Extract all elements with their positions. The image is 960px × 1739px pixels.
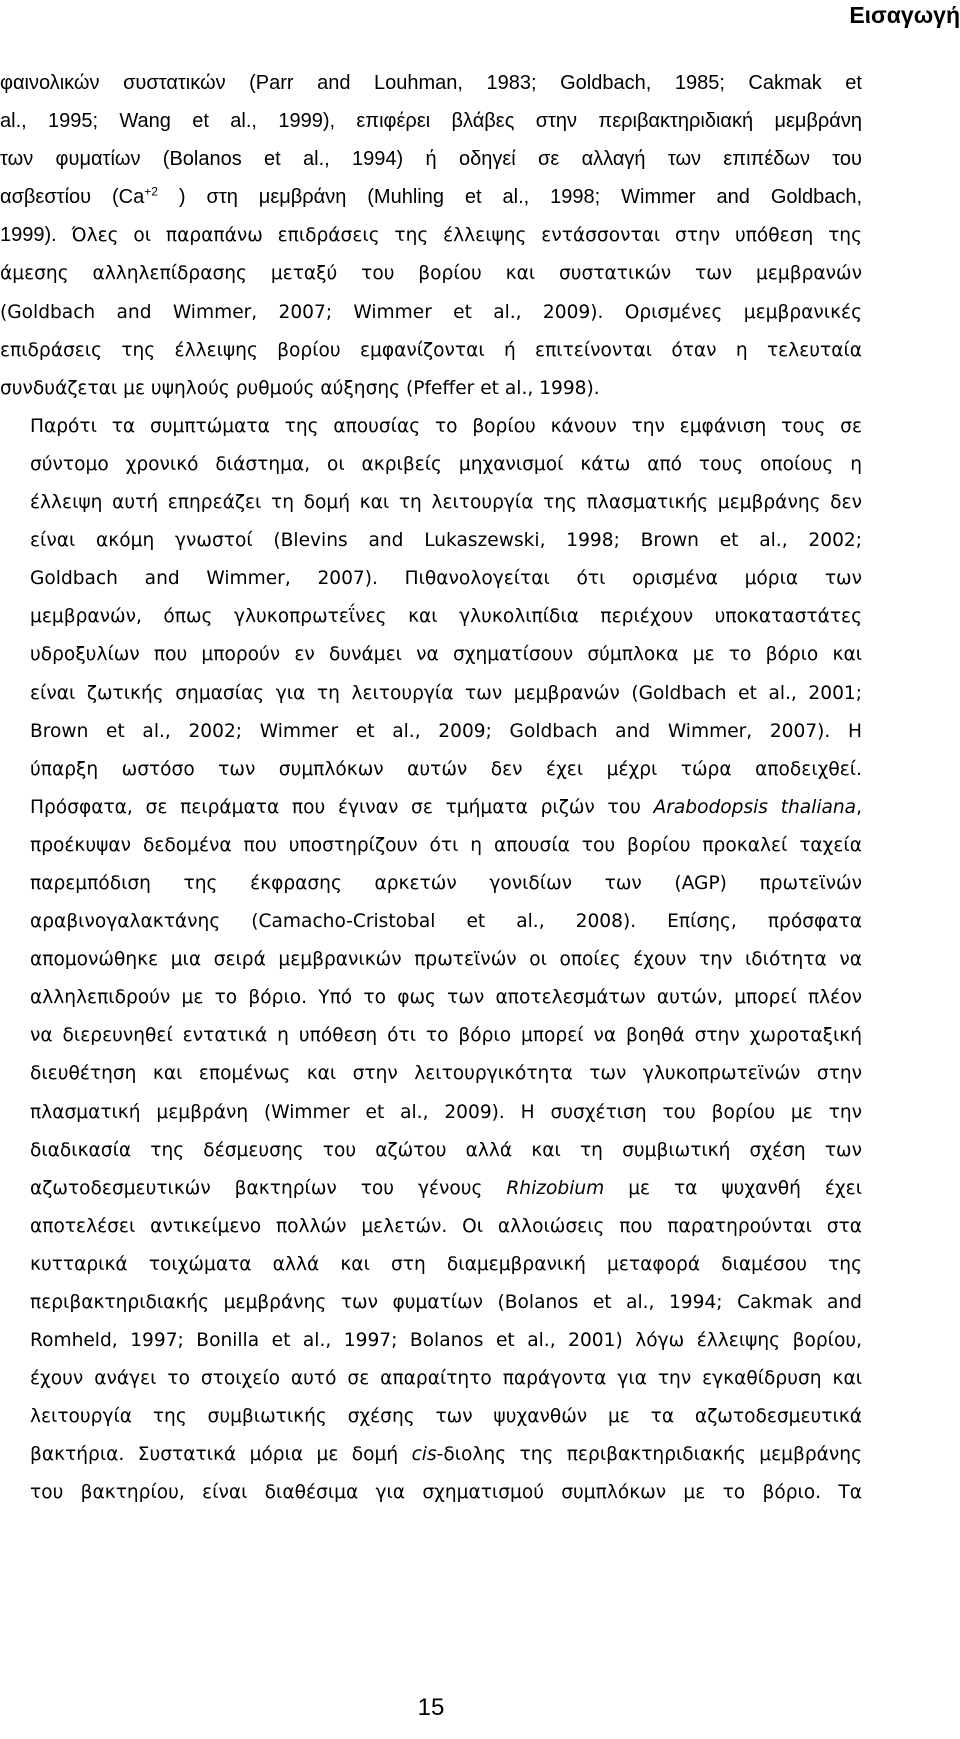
text-line: απομονώθηκε μια σειρά μεμβρανικών πρωτεϊνών οι οποίες έχουν την ιδιότητα να — [30, 949, 862, 971]
text-line: al., 1995; Wang et al., 1999), επιφέρει βλάβες στην περιβακτηριδιακή μεμβράνη — [0, 110, 862, 133]
text-line: αλληλεπιδρούν με το βόριο. Υπό το φως των αποτελεσμάτων αυτών, μπορεί πλέον — [30, 987, 862, 1009]
text-line — [0, 789, 862, 827]
text-line: παρεμπόδιση της έκφρασης αρκετών γονιδίων των (AGP) πρωτεϊνών — [30, 872, 862, 894]
text-line: διευθέτηση και επομένως και στην λειτουργικότητα των γλυκοπρωτεϊνών στην — [30, 1063, 862, 1085]
text-fragment: αζωτοδεσμευτικών βακτηρίων του γένους — [30, 1177, 507, 1199]
text-line: επιδράσεις της έλλειψης βορίου εμφανίζονται ή επιτείνονται όταν η τελευταία — [0, 339, 862, 361]
text-line — [0, 1436, 862, 1474]
text-fragment: Πρόσφατα, σε πειράματα που έγιναν σε τμήματα ριζών του — [30, 796, 654, 818]
text-line: περιβακτηριδιακής μεμβράνης των φυματίων (Bolanos et al., 1994; Cakmak and — [30, 1292, 862, 1313]
text-line: Goldbach and Wimmer, 2007). Πιθανολογείται ότι ορισμένα μόρια των — [30, 568, 862, 590]
text-line: (Goldbach and Wimmer, 2007; Wimmer et al., 2009). Ορισμένες μεμβρανικές — [0, 301, 862, 323]
text-line: συνδυάζεται με υψηλούς ρυθμούς αύξησης (Pfeffer et al., 1998). — [0, 377, 600, 399]
text-line — [0, 216, 862, 255]
text-fragment: -διολης της περιβακτηριδιακής μεμβράνης — [436, 1444, 862, 1466]
body-text — [0, 64, 862, 1513]
text-line: αραβινογαλακτάνης (Camacho-Cristobal et al., 2008). Επίσης, πρόσφατα — [30, 911, 862, 933]
text-line: ύπαρξη ωστόσο των συμπλόκων αυτών δεν έχει μέχρι τώρα αποδειχθεί. — [30, 758, 862, 780]
text-line: λειτουργία της συμβιωτικής σχέσης των ψυχανθών με τα αζωτοδεσμευτικά — [30, 1406, 862, 1428]
text-line: υδροξυλίων που μπορούν εν δυνάμει να σχηματίσουν σύμπλοκα με το βόριο και — [30, 644, 862, 666]
text-fragment: 1999). — [0, 224, 57, 247]
text-line: είναι ζωτικής σημασίας για τη λειτουργία των μεμβρανών (Goldbach et al., 2001; — [30, 682, 862, 704]
paragraph-2 — [0, 408, 862, 1513]
page-number: 15 — [417, 1694, 445, 1721]
text-line: έχουν ανάγει το στοιχείο αυτό σε απαραίτητο παράγοντα για την εγκαθίδρυση και — [30, 1368, 862, 1390]
section-title: Εισαγωγή — [849, 2, 960, 28]
text-line — [0, 178, 862, 216]
chemical-prefix: cis — [411, 1444, 437, 1466]
text-line: πλασματική μεμβράνη (Wimmer et al., 2009). Η συσχέτιση του βορίου με την — [30, 1101, 862, 1123]
genus-name: Rhizobium — [506, 1177, 605, 1199]
text-line: να διερευνηθεί εντατικά η υπόθεση ότι το βόριο μπορεί να βοηθά στην χωροταξική — [30, 1025, 862, 1047]
paragraph-1 — [0, 64, 862, 408]
text-line: των φυματίων (Bolanos et al., 1994) ή οδηγεί σε αλλαγή των επιπέδων του — [0, 148, 862, 171]
text-line: αποτελέσει αντικείμενο πολλών μελετών. Οι αλλοιώσεις που παρατηρούνται στα — [30, 1215, 862, 1237]
text-line — [0, 1170, 862, 1208]
superscript: +2 — [144, 184, 158, 199]
text-line: έλλειψη αυτή επηρεάζει τη δομή και τη λειτουργία της πλασματικής μεμβράνης δεν — [30, 492, 862, 514]
text-fragment: ) στη μεμβράνη (Muhling et al., 1998; Wimmer and Goldbach, — [157, 186, 862, 209]
text-line: μεμβρανών, όπως γλυκοπρωτεΐνες και γλυκολιπίδια περιέχουν υποκαταστάτες — [30, 606, 862, 628]
text-line: σύντομο χρονικό διάστημα, οι ακριβείς μηχανισμοί κάτω από τους οποίους η — [30, 453, 862, 475]
text-line: διαδικασία της δέσμευσης του αζώτου αλλά και τη συμβιωτική σχέση των — [30, 1139, 862, 1161]
text-fragment: , — [856, 796, 862, 818]
text-line: άμεσης αλληλεπίδρασης μεταξύ του βορίου και συστατικών των μεμβρανών — [0, 263, 862, 285]
text-fragment: ασβεστίου (Ca — [0, 186, 145, 209]
text-line: είναι ακόμη γνωστοί (Blevins and Lukaszewski, 1998; Brown et al., 2002; — [30, 530, 862, 552]
text-line: Παρότι τα συμπτώματα της απουσίας το βορίου κάνουν την εμφάνιση τους σε — [30, 415, 862, 437]
text-fragment: με τα ψυχανθή έχει — [604, 1177, 862, 1199]
text-line: του βακτηρίου, είναι διαθέσιμα για σχηματισμού συμπλόκων με το βόριο. Τα — [30, 1482, 862, 1504]
text-fragment: Όλες οι παραπάνω επιδράσεις της έλλειψης εντάσσονται στην υπόθεση της — [56, 225, 862, 247]
species-name: Arabodopsis thaliana — [653, 796, 857, 818]
text-fragment: βακτήρια. Συστατικά μόρια με δομή — [30, 1444, 412, 1466]
text-line: προέκυψαν δεδομένα που υποστηρίζουν ότι η απουσία του βορίου προκαλεί ταχεία — [30, 834, 862, 856]
text-line: Romheld, 1997; Bonilla et al., 1997; Bolanos et al., 2001) λόγω έλλειψης βορίου, — [30, 1330, 862, 1352]
text-line: φαινολικών συστατικών (Parr and Louhman, 1983; Goldbach, 1985; Cakmak et — [0, 72, 862, 94]
text-line: Brown et al., 2002; Wimmer et al., 2009; Goldbach and Wimmer, 2007). Η — [30, 720, 862, 742]
text-line: κυτταρικά τοιχώματα αλλά και στη διαμεμβρανική μεταφορά διαμέσου της — [30, 1253, 862, 1275]
